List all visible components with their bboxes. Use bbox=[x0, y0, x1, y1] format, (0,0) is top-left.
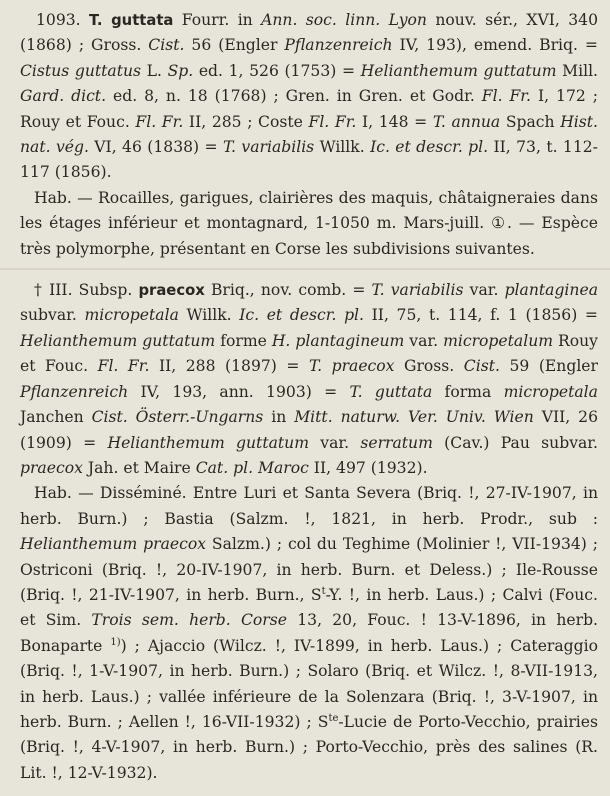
citation-text: forma bbox=[432, 382, 504, 401]
citation-text: Spach bbox=[500, 112, 561, 131]
superscript: te bbox=[328, 712, 339, 724]
citation-text: Subsp. bbox=[72, 281, 139, 300]
citation-text: ed. 1, 526 (1753) = bbox=[193, 61, 361, 80]
taxon-name: T. guttata bbox=[89, 12, 174, 29]
species-entry bbox=[20, 8, 598, 186]
citation-text: subvar. bbox=[20, 306, 85, 325]
citation-text: Gross. bbox=[394, 357, 464, 376]
citation-italic: Fl. Fr. bbox=[308, 112, 357, 131]
locality-text: Salzm.) ; col du Teghime (Molinier !, VII-1934) ; Ostriconi (Briq. !, 20-IV-1907, in herb. Burn. et Deless.) ; Ile-Rousse (Briq. !, 21-IV-1907, in herb. Burn., S bbox=[20, 535, 598, 604]
citation-italic: Helianthemum guttatum bbox=[360, 61, 557, 80]
citation-text: Willk. bbox=[178, 306, 240, 325]
locality-text: -Lucie de Porto-Vecchio, prairies (Briq. !, 4-V-1907, in herb. Burn.) ; Porto-Vecchio, près des salines (R. Lit. !, 12-V-1932). bbox=[20, 712, 599, 782]
citation-italic: Ann. soc. linn. Lyon bbox=[261, 11, 427, 29]
citation-text: I, 148 = bbox=[356, 112, 433, 131]
citation-italic: T. guttata bbox=[349, 382, 433, 401]
citation-italic: Sp. bbox=[167, 61, 194, 80]
locality-text: -Y. !, in herb. Laus.) ; Calvi (Fouc. et Sim. bbox=[20, 585, 598, 630]
citation-italic: Cat. pl. Maroc bbox=[195, 458, 309, 477]
citation-text: IV, 193, ann. 1903) = bbox=[128, 382, 350, 401]
citation-text: var. bbox=[404, 331, 444, 350]
citation-text: var. bbox=[309, 433, 361, 452]
citation-italic: Cist. Österr.-Ungarns bbox=[91, 408, 264, 427]
citation-text: L. bbox=[141, 61, 168, 80]
citation-italic: micropetala bbox=[84, 306, 179, 325]
citation-text: Jah. et Maire bbox=[82, 458, 196, 477]
citation-italic: Pflanzenreich bbox=[284, 36, 393, 55]
locality-text: Hab. — Disséminé. Entre Luri et Santa Severa (Briq. !, 27-IV-1907, in herb. Burn.) ; Bastia (Salzm. !, 1821, in herb. Prodr., sub : bbox=[20, 484, 598, 528]
citation-text: Briq., nov. comb. = bbox=[204, 281, 372, 300]
habitat-paragraph: Hab. — Rocailles, garigues, clairières des maquis, châtaigneraies dans les étages inférieur et montagnard, 1-1050 m. Mars-juill. ①. — Espèce très polymorphe, présentant en Corse les subdivisions suivantes. bbox=[20, 188, 598, 258]
citation-italic: T. annua bbox=[432, 112, 501, 131]
citation-text: II, 75, t. 114, f. 1 (1856) = bbox=[364, 306, 598, 325]
citation-text: VI, 46 (1838) = bbox=[88, 138, 223, 157]
citation-text: 59 (Engler bbox=[499, 357, 598, 376]
citation-italic: Cist. bbox=[148, 36, 185, 55]
citation-italic: Mitt. naturw. Ver. Univ. Wien bbox=[294, 408, 534, 427]
citation-italic: micropetala bbox=[503, 382, 598, 401]
citation-text: IV, 193), emend. Briq. = bbox=[392, 36, 598, 55]
citation-text: nouv. sér., XVI, 340 (1868) ; Gross. bbox=[20, 11, 598, 55]
entry-number: 1093. bbox=[36, 11, 81, 29]
citation-text: Mill. bbox=[556, 61, 599, 80]
citation-italic: Pflanzenreich bbox=[20, 382, 129, 401]
citation-italic: Cistus guttatus bbox=[20, 61, 142, 80]
citation-text: VII, 26 (1909) = bbox=[20, 408, 598, 452]
citation-italic: Fl. Fr. bbox=[481, 87, 531, 106]
citation-italic: Cist. bbox=[463, 357, 500, 376]
citation-italic: Fl. Fr. bbox=[97, 357, 150, 376]
citation-text: var. bbox=[463, 281, 505, 300]
citation-italic: Helianthemum guttatum bbox=[107, 433, 309, 452]
citation-text: II, 497 (1932). bbox=[308, 458, 428, 477]
citation-italic: H. plantagineum bbox=[271, 331, 405, 350]
habitat-localities bbox=[20, 481, 598, 786]
subspecies-mark: † III. bbox=[34, 281, 73, 300]
citation-text: in bbox=[263, 408, 295, 427]
citation-text: Willk. bbox=[314, 138, 371, 157]
citation-italic: T. variabilis bbox=[222, 138, 315, 157]
citation-text: II, 288 (1897) = bbox=[149, 357, 309, 376]
citation-italic: plantaginea bbox=[504, 281, 598, 300]
superscript: t bbox=[321, 585, 326, 597]
citation-text: II, 285 ; Coste bbox=[183, 112, 309, 131]
citation-text: (Cav.) Pau subvar. bbox=[432, 433, 598, 452]
citation-italic: Helianthemum guttatum bbox=[20, 331, 216, 350]
section-divider bbox=[0, 268, 610, 270]
citation-text: 56 (Engler bbox=[184, 36, 285, 55]
citation-italic: serratum bbox=[360, 433, 433, 452]
citation-italic: Ic. et descr. pl. bbox=[370, 138, 489, 157]
citation-text: ed. 8, n. 18 (1768) ; Gren. in Gren. et Godr. bbox=[106, 87, 482, 106]
citation-text: Janchen bbox=[20, 408, 92, 427]
footnote-ref: 1) bbox=[110, 636, 121, 648]
citation-italic: Hist. nat. vég. bbox=[20, 112, 598, 157]
citation-text: Rouy et Fouc. bbox=[20, 331, 598, 376]
subspecies-entry bbox=[20, 278, 598, 481]
locality-text: ) ; Ajaccio (Wilcz. !, IV-1899, in herb. Laus.) ; Cateraggio (Briq. !, 1-V-1907, in herb. Burn.) ; Solaro (Briq. et Wilcz. !, 8-VII-1913, in herb. Laus.) ; vallée inférieure de la Solenzara (Briq. !, 3-V-1907, in herb. Burn. ; Aellen !, 16-VII-1932) ; S bbox=[20, 636, 599, 731]
locality-italic: Helianthemum praecox bbox=[20, 535, 207, 554]
citation-italic: T. variabilis bbox=[371, 281, 464, 300]
citation-italic: micropetalum bbox=[443, 331, 554, 350]
citation-text: II, 73, t. 112-117 (1856). bbox=[20, 138, 598, 182]
subspecies-name: praecox bbox=[138, 282, 205, 300]
citation-text: I, 172 ; Rouy et Fouc. bbox=[20, 87, 598, 131]
citation-text: Fourr. in bbox=[173, 11, 262, 29]
locality-italic: Trois sem. herb. Corse bbox=[91, 611, 287, 630]
citation-italic: praecox bbox=[20, 458, 83, 477]
locality-text: 13, 20, Fouc. ! 13-V-1896, in herb. Bonaparte bbox=[20, 611, 599, 655]
citation-text: forme bbox=[215, 331, 272, 350]
citation-italic: Ic. et descr. pl. bbox=[239, 306, 365, 325]
citation-italic: Fl. Fr. bbox=[135, 112, 184, 131]
citation-italic: Gard. dict. bbox=[20, 87, 107, 106]
citation-italic: T. praecox bbox=[309, 357, 395, 376]
